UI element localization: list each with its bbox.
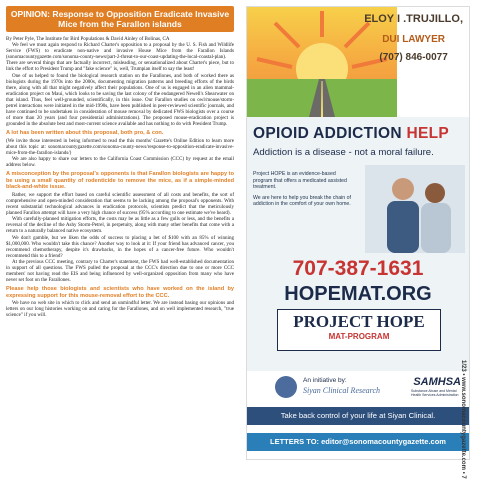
project-hope-title: PROJECT HOPE bbox=[293, 312, 425, 331]
paragraph: We feel we must again respond to Richard Charter's opposition to a proposal by the U. S. Fish and Wildlife Service (FWS) to eradicate non-native and invasive House Mice from the Farallon Islands (sonomacountygazette.com/sonoma-county-news/part-2-threat-to-our-coast-updating-the-local-coastal-plan). There are several things that are factually incorrect, misleading, or sensationalized about Charter's piece, but to link the effort to President Trump and "fake science" is, well, Trumpian itself to say the least! bbox=[6, 42, 234, 73]
byline: By Peter Pyle, The Institute for Bird Populations & David Ainley of Bolinas, CA bbox=[6, 36, 170, 42]
paragraph: We don't gamble, but we liken the odds of success to placing a bet of $100 with an 85% of winning $1,000,000. Who wouldn't take this chance? Another way to look at it: If your friend has advanced cancer, you recommend chemotherapy, despite it's drawbacks, in the hopes of a cancer-free future. Who wouldn't recommend this to a friend? bbox=[6, 234, 234, 259]
letters-section bbox=[247, 425, 469, 459]
lawyer-ad bbox=[247, 7, 469, 117]
samhsa-subtitle: Substance Abuse and Mental Health Services Administration bbox=[411, 389, 459, 397]
lawyer-title: DUI LAWYER bbox=[382, 34, 445, 45]
initiative-label: An initiative by: bbox=[303, 377, 347, 384]
opioid-body-text: Project HOPE is an evidence-based program that offers a medicated assisted treatment. bbox=[253, 171, 347, 191]
paragraph: At the previous CCC meeting, contrary to Charter's statement, the FWS had well-established documentation in support of all questions. The FWS pulled the proposal at the CCC's direction due to one or more CCC members' not having read the EIS and being influenced by well-organized opposition from many who have never set foot on the Farallones. bbox=[6, 258, 234, 284]
article-body bbox=[0, 34, 240, 319]
letters-banner[interactable]: LETTERS TO: editor@sonomacountygazette.com bbox=[247, 433, 469, 451]
paragraph: (We invite those interested in being informed to read the this months' Gazette's Online Edition to learn more about this topic at: sonomacountygazette.com/sonoma-county-news/response-to-opposition-eradicate-invasive-mice-from-the-farallon-islands/) bbox=[6, 137, 234, 157]
paragraph: We have no web site in which to click and send an unmindful letter. We are instead basing our opinions and letters on our long histories working on and caring for the Farallones, and on well implemented research, "true science" if you will. bbox=[6, 300, 234, 319]
initiative-name: Siyan Clinical Research bbox=[303, 386, 381, 395]
cta-banner: Take back control of your life at Siyan Clinical. bbox=[247, 407, 469, 425]
advertisement-panel bbox=[246, 6, 470, 460]
opioid-phone: 707-387-1631 bbox=[292, 257, 424, 280]
opioid-ad bbox=[247, 117, 469, 377]
paragraph: Rather, we support the effort based on careful scientific assessment of all costs and benefits, the sort of comprehensive and open-minded consideration that seems to be lacking among the proposal's opponents. With recent substantial technological advances in eradication protocols, scientists predict that the meticulously planned Farallon attempt will have a very high chance of success (95% according to one estimate we've heard). bbox=[6, 191, 234, 217]
opioid-subheading: Addiction is a disease - not a moral failure. bbox=[253, 147, 434, 158]
opioid-heading-help: HELP bbox=[406, 125, 450, 142]
subheading: A misconception by the proposal's opponents is that Farallon biologists are happy to be using a small quantity of rodenticide to remove the mice, as if a simple-minded black-and-white issue. bbox=[6, 171, 234, 191]
headline: OPINION: Response to Opposition Eradicate Invasive Mice from the Farallon islands bbox=[6, 6, 234, 32]
opioid-heading bbox=[253, 125, 449, 143]
lawyer-phone: (707) 846-0077 bbox=[379, 52, 448, 63]
project-hope-logo bbox=[277, 309, 441, 351]
opioid-heading-main: OPIOID ADDICTION bbox=[253, 125, 407, 142]
opioid-website: HOPEMAT.ORG bbox=[284, 283, 432, 305]
subheading: Please help those biologists and scientists who have worked on the island by expressing support for this mouse-removal effort to the CCC. bbox=[6, 286, 234, 299]
paragraph: We are also happy to share our letters to the California Coast Commission (CCC) by request at the email address below. bbox=[6, 156, 234, 169]
samhsa-logo: SAMHSA bbox=[413, 376, 461, 388]
lawyer-name: ELOY I .TRUJILLO, bbox=[364, 13, 463, 25]
opioid-body-text: We are here to help you break the chain of addiction in the comfort of your own home. bbox=[253, 194, 351, 208]
paragraph: One of us helped to found the biological research station on the Farallones, and both of worked there as biologists during the 1970s into the 2000s, documenting migration patterns and breeding efforts of the birds there, along with all that might negatively affect their populations. One of us is engaged in an alien mammal-eradication project on Maui, which looks to be saving the last colony of the endangered Newell's Shearwater on that island. Thus, feel well-grounded, scientifically, in this issue. Our Farallon studies on owl/mouse/storm-petrel interactions were initiated in the mid-1990s, have been published in peer-reviewed scientific journals, and have continued to be undertaken in consideration of mouse removal by dedicated FWS biologists over a course of more than 20 years (and four presidential administrations). The proposed mouse-eradication project is grounded in the absolute best and most-current science available and has nothing to do with President Trump. bbox=[6, 72, 234, 128]
page-folio: 1/23 • www.sonomacountygazette.com • 7 bbox=[460, 360, 466, 479]
lawyer-text bbox=[364, 13, 463, 64]
paragraph: With carefully-planned mitigation efforts, the costs may be as little as a few gulls or less, and the benefits a reversal of the decline of the Ashy Storm-Petrel, in perpetuity, along with many other benefits that come with a return to a naturally balanced native ecosystem. bbox=[6, 216, 234, 235]
initiative-strip bbox=[247, 371, 469, 405]
subheading: A lot has been written about this proposal, both pro, & con. bbox=[6, 130, 164, 137]
siyan-logo-icon bbox=[275, 376, 297, 398]
people-photo-icon bbox=[365, 165, 465, 253]
opioid-body bbox=[253, 171, 353, 212]
project-hope-subtitle: MAT-PROGRAM bbox=[328, 332, 390, 341]
